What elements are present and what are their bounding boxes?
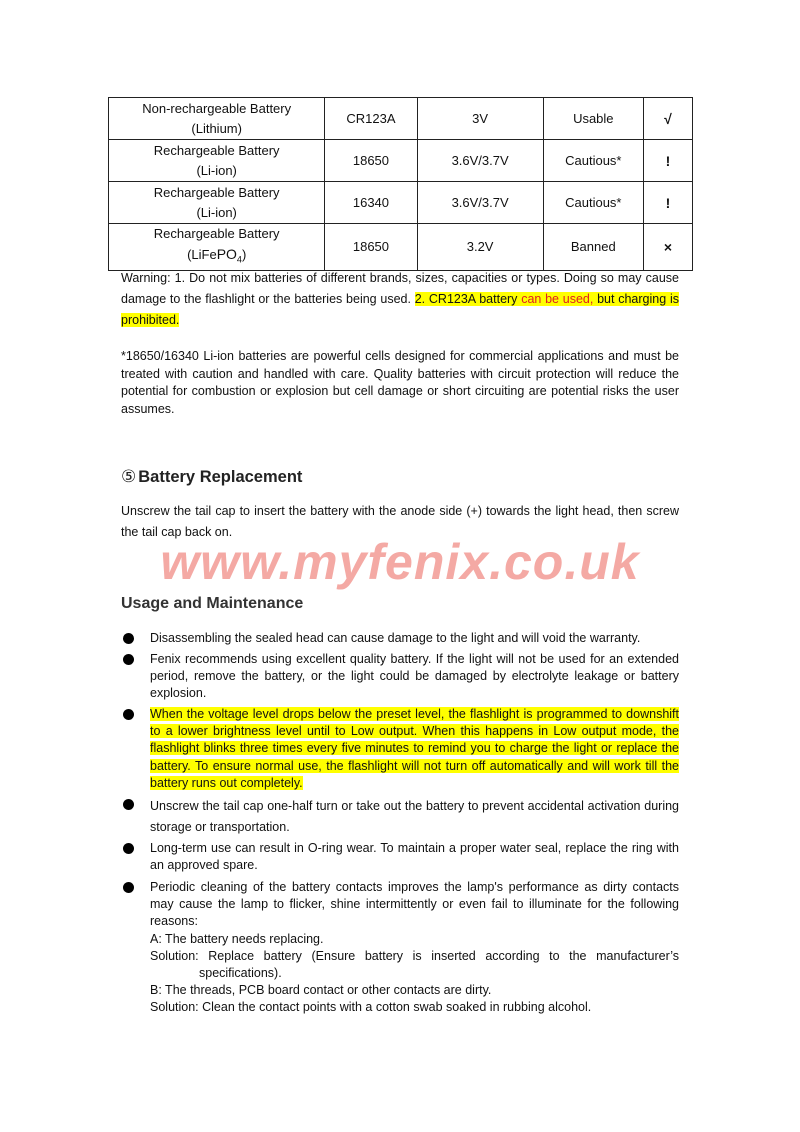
voltage-warning-highlight: When the voltage level drops below the preset level, the flashlight is programmed to downshift to a lower brightness level until to Low output. When this happens in Low output mode, the flashlight blinks three times every five minutes to remind you to charge the light or replace the battery. To ensure normal use, the flashlight will not turn off automatically and will work till the battery runs out completely. [150,707,679,790]
battery-model-cell: CR123A [325,98,417,140]
list-item: Periodic cleaning of the battery contacts improves the lamp's performance as dirty contacts may cause the lamp to flicker, shine intermittently or even fail to illuminate for the following reasons: A: The battery needs replacing. Solution: Replace battery (Ensure battery is inserted according to the manufacturer’s specifications). B: The threads, PCB board contact or other contacts are dirty. Solution: Clean the contact points with a cotton swab soaked in rubbing alcohol. [121,879,679,1017]
battery-voltage-cell: 3.2V [417,224,543,271]
battery-replacement-body: Unscrew the tail cap to insert the battery with the anode side (+) towards the light head, then screw the tail cap back on. [121,504,679,539]
cross-icon: × [643,224,692,271]
battery-compatibility-table [108,97,693,271]
battery-type-cell: Rechargeable Battery (LiFePO$_4$) [109,224,325,271]
bullet-icon [123,633,134,644]
warning-paragraph: Warning: 1. Do not mix batteries of different brands, sizes, capacities or types. Doing so may cause damage to the flashlight or the batteries being used. 2. CR123A battery can be used, but charging is prohibited. [121,271,679,327]
bullet-icon [123,654,134,665]
solution-b: Solution: Clean the contact points with a cotton swab soaked in rubbing alcohol. [150,1000,592,1015]
watermark: www.myfenix.co.uk [160,534,640,590]
list-item: Long-term use can result in O-ring wear. To maintain a proper water seal, replace the ring with an approved spare. [121,840,679,874]
table-row [109,98,693,140]
reason-a: A: The battery needs replacing. [150,931,324,946]
battery-voltage-cell: 3V [417,98,543,140]
battery-status-cell: Usable [543,98,643,140]
list-item [121,706,679,792]
battery-status-cell: Banned [543,224,643,271]
battery-voltage-cell: 3.6V/3.7V [417,140,543,182]
bullet-icon [123,799,134,810]
number-five-icon: ⑤ [121,467,137,486]
battery-type-cell: Rechargeable Battery (Li-ion) [109,140,325,182]
exclamation-icon: ! [643,140,692,182]
bullet-icon [123,709,134,720]
table-row [109,140,693,182]
battery-status-cell: Cautious* [543,140,643,182]
battery-type-cell: Rechargeable Battery (Li-ion) [109,182,325,224]
warning-highlight: 2. CR123A battery can be used, but charging is prohibited. [121,292,679,327]
battery-status-cell: Cautious* [543,182,643,224]
bullet-icon [123,882,134,893]
battery-voltage-cell: 3.6V/3.7V [417,182,543,224]
list-item: Disassembling the sealed head can cause damage to the light and will void the warranty. [121,630,679,647]
list-item: Unscrew the tail cap one-half turn or take out the battery to prevent accidental activation during storage or transportation. [121,796,679,838]
battery-replacement-heading: ⑤ Battery Replacement [121,467,303,486]
battery-model-cell: 18650 [325,140,417,182]
usage-maintenance-heading: Usage and Maintenance [121,595,304,612]
reason-b: B: The threads, PCB board contact or other contacts are dirty. [150,983,492,998]
list-item: Fenix recommends using excellent quality battery. If the light will not be used for an extended period, remove the battery, or the light could be damaged by electrolyte leakage or battery explosion. [121,651,679,703]
table-row [109,182,693,224]
battery-model-cell: 16340 [325,182,417,224]
solution-a: Solution: Replace battery (Ensure battery is inserted according to the manufacturer’s specifications). [150,948,679,981]
table-row [109,224,693,271]
li-ion-note: *18650/16340 Li-ion batteries are powerful cells designed for commercial applications and must be treated with caution and handled with care. Quality batteries with circuit protection will reduce the potential for combustion or explosion but cell damage or short circuiting are potential risks the user assumes. [121,349,679,416]
check-icon: √ [643,98,692,140]
bullet-icon [123,843,134,854]
battery-type-cell: Non-rechargeable Battery (Lithium) [109,98,325,140]
battery-model-cell: 18650 [325,224,417,271]
exclamation-icon: ! [643,182,692,224]
